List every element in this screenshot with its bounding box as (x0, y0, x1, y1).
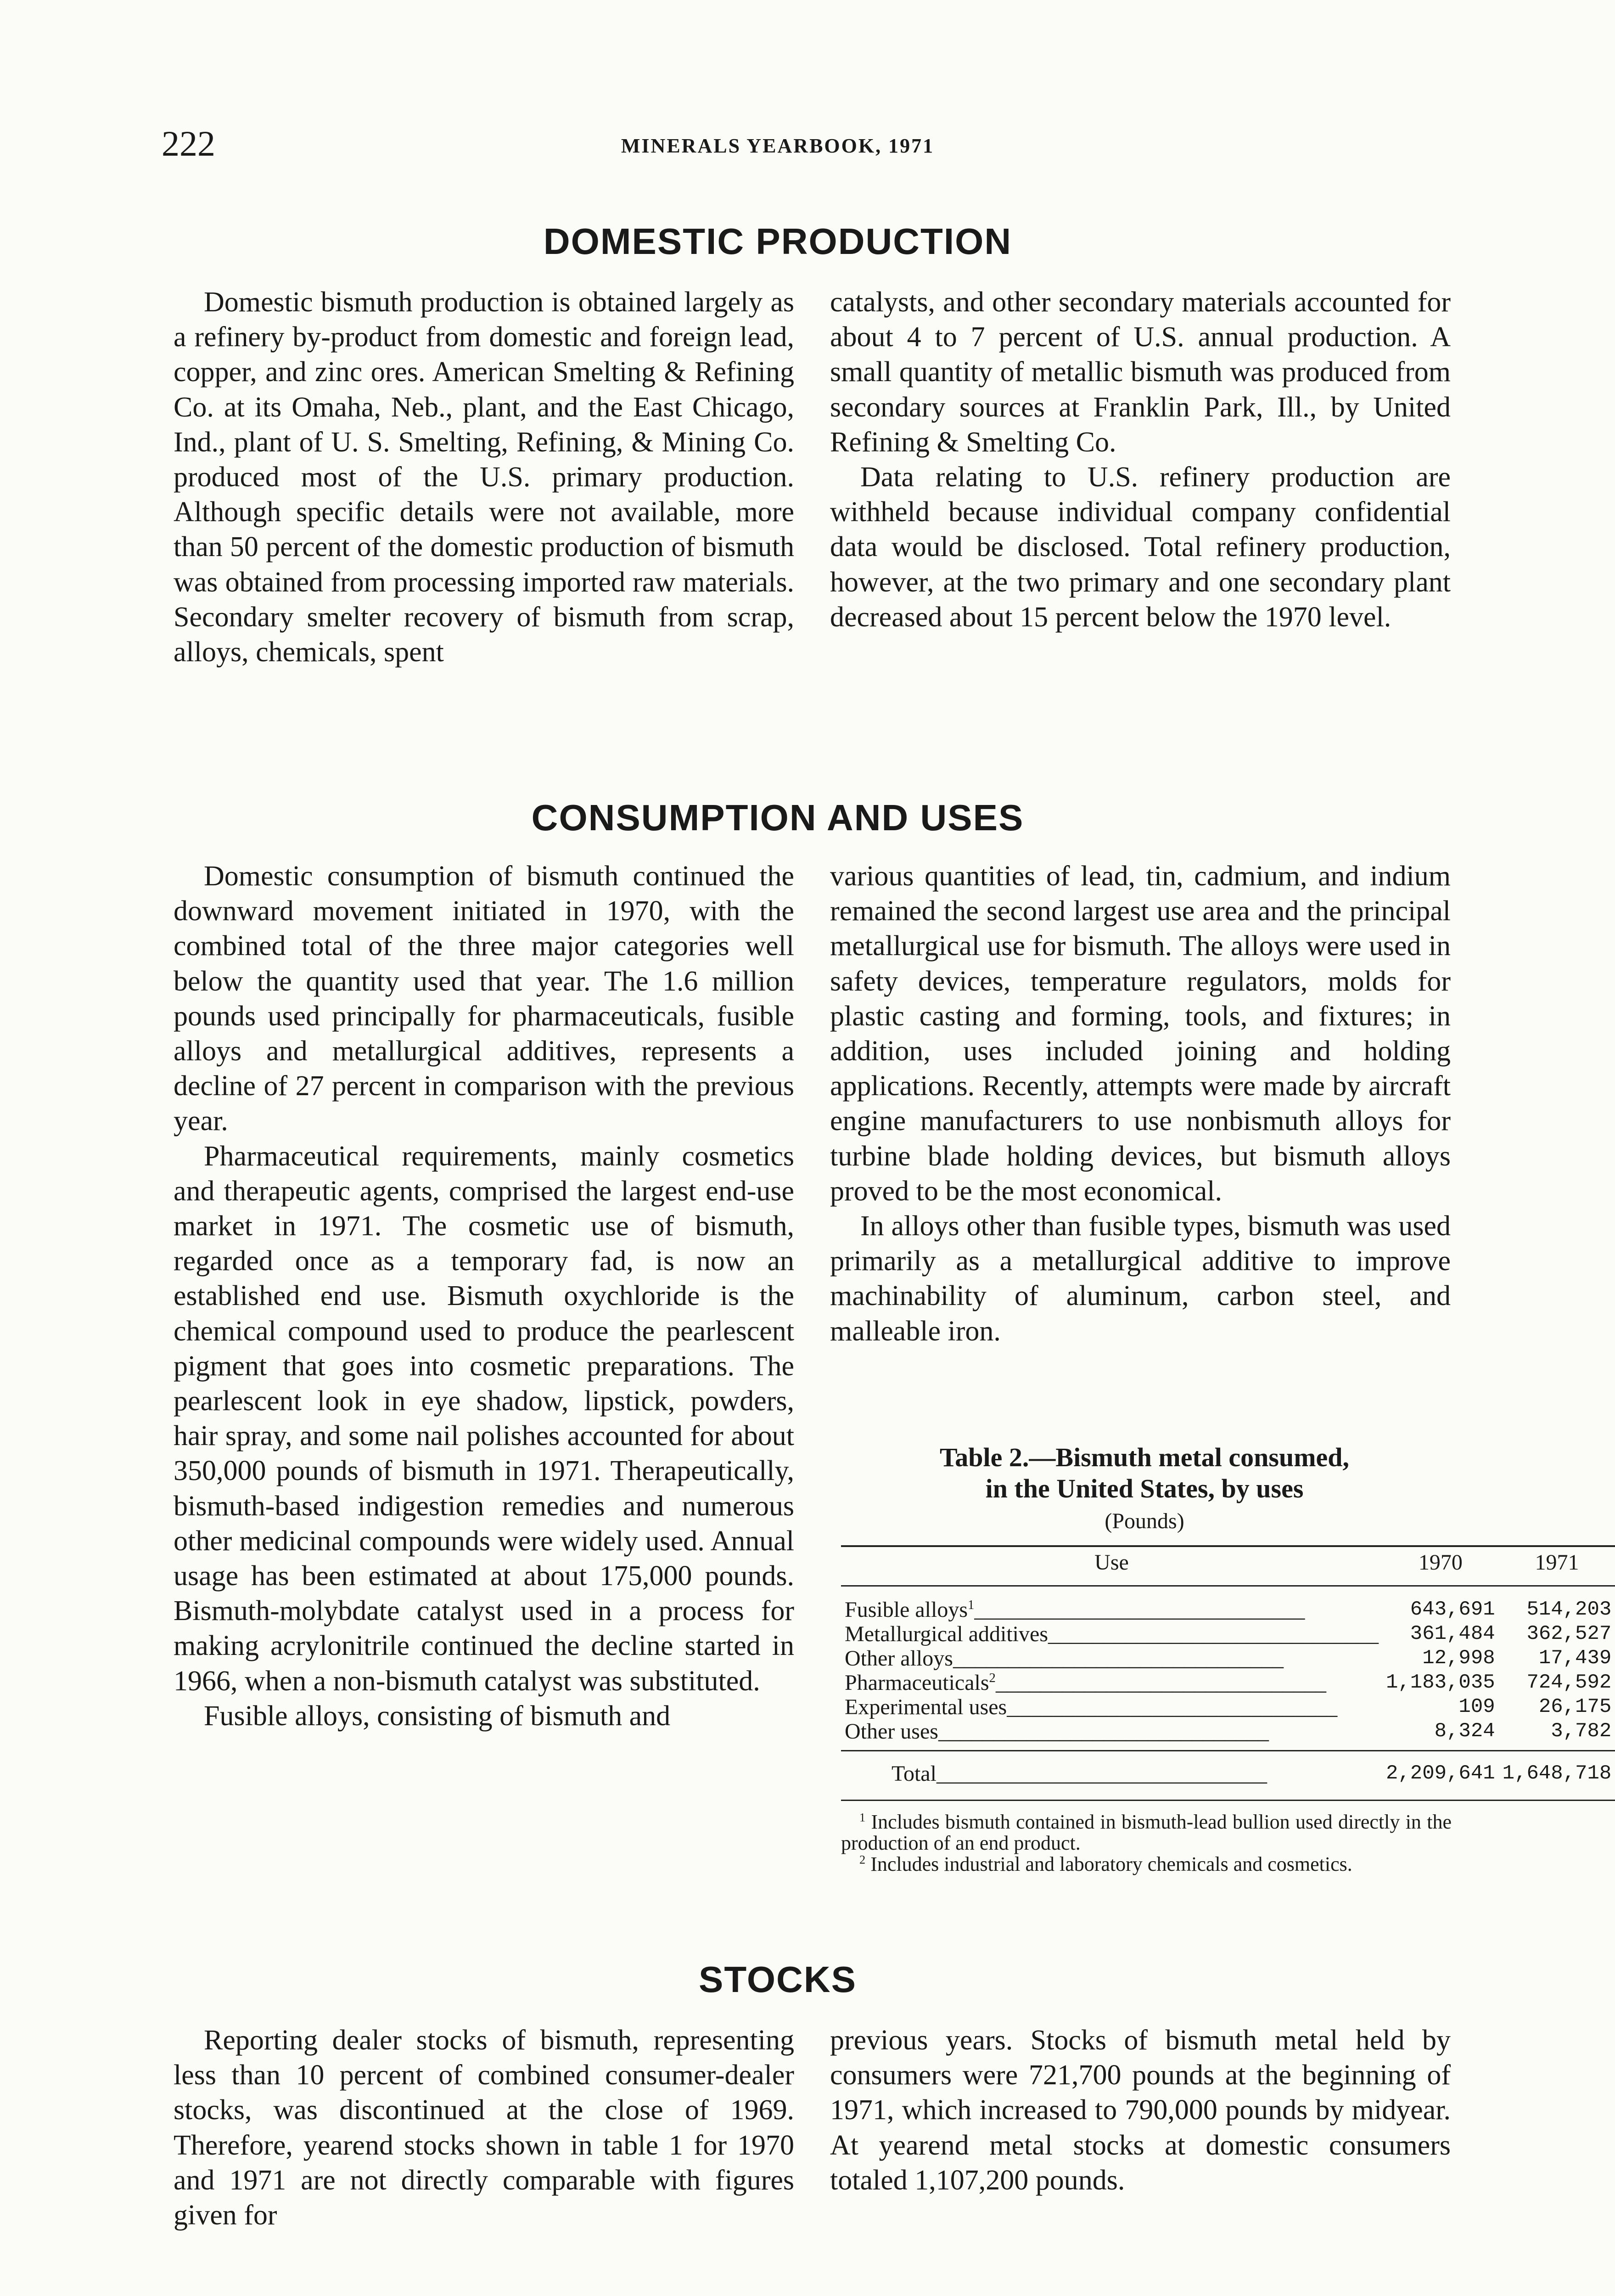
domestic-production-right-column (830, 285, 1451, 635)
table-row (841, 1719, 1615, 1751)
stocks-left-column (174, 2023, 794, 2233)
bismuth-consumption-table (841, 1545, 1615, 1801)
row-value-1971: 362,527 (1526, 1622, 1612, 1645)
row-value-1970: 109 (1458, 1695, 1495, 1718)
row-use: Metallurgical additives______________________________ (845, 1622, 1379, 1646)
table-footnotes (841, 1812, 1452, 1875)
row-value-1971: 724,592 (1526, 1671, 1612, 1694)
paragraph: Reporting dealer stocks of bismuth, representing less than 10 percent of combined consumer-dealer stocks, was discontinued at the close of 1969. Therefore, yearend stocks shown in table 1 for 1970 and 1971 are not directly comparable with figures given for (174, 2025, 794, 2231)
paragraph: catalysts, and other secondary materials accounted for about 4 to 7 percent of U.S. annual production. A small quantity of metallic bismuth was produced from secondary sources at Franklin Park, Ill., by United Refining & Smelting Co. (830, 287, 1451, 458)
table-row (841, 1622, 1615, 1646)
table-title-line: in the United States, by uses (985, 1474, 1304, 1503)
total-label: Total______________________________ (841, 1751, 1382, 1801)
paragraph: Pharmaceutical requirements, mainly cosmetics and therapeutic agents, comprised the largest end-use market in 1971. The cosmetic use of bismuth, regarded once as a temporary fad, is now an established end use. Bismuth oxychloride is the chemical compound used to produce the pearlescent pigment that goes into cosmetic preparations. The pearlescent look in eye shadow, lipstick, powders, hair spray, and some nail polishes accounted for about 350,000 pounds of bismuth in 1971. Therapeutically, bismuth-based indigestion remedies and numerous other medicinal compounds were widely used. Annual usage has been estimated at about 175,000 pounds. Bismuth-molybdate catalyst used in a process for making acrylonitrile continued the decline started in 1966, when a non-bismuth catalyst was substituted. (174, 1140, 794, 1697)
table-total-row (841, 1751, 1615, 1801)
paragraph: Data relating to U.S. refinery production are withheld because individual company confidential data would be disclosed. Total refinery production, however, at the two primary and one secondary plant decreased about 15 percent below the 1970 level. (830, 461, 1451, 633)
table-unit: (Pounds) (1105, 1509, 1184, 1533)
row-value-1970: 1,183,035 (1386, 1671, 1495, 1694)
paragraph: Domestic bismuth production is obtained largely as a refinery by-product from domestic and foreign lead, copper, and zinc ores. American Smelting & Refining Co. at its Omaha, Neb., plant, and the East Chicago, Ind., plant of U. S. Smelting, Refining, & Mining Co. produced most of the U.S. primary production. Although specific details were not available, more than 50 percent of the domestic production of bismuth was obtained from processing imported raw materials. Secondary smelter recovery of bismuth from scrap, alloys, chemicals, spent (174, 287, 794, 668)
paragraph: previous years. Stocks of bismuth metal held by consumers were 721,700 pounds at the beginning of 1971, which increased to 790,000 pounds by midyear. At yearend metal stocks at domestic consumers totaled 1,107,200 pounds. (830, 2025, 1451, 2196)
running-title: MINERALS YEARBOOK, 1971 (621, 135, 935, 157)
row-value-1970: 8,324 (1434, 1720, 1495, 1743)
paragraph: Domestic consumption of bismuth continued the downward movement initiated in 1970, with the combined total of the three major categories well below the quantity used that year. The 1.6 million pounds used principally for pharmaceuticals, fusible alloys and metallurgical additives, represents a decline of 27 percent in comparison with the previous year. (174, 861, 794, 1137)
table-row (841, 1646, 1615, 1671)
row-use: Other alloys______________________________ (845, 1646, 1284, 1671)
footnote: $^1$ Includes bismuth contained in bismuth-lead bullion used directly in the production of an end product. (841, 1810, 1452, 1854)
heading-consumption-and-uses: CONSUMPTION AND USES (531, 797, 1024, 838)
row-use: Pharmaceuticals$^2$______________________________ (845, 1671, 1326, 1695)
table-title (839, 1442, 1450, 1504)
row-value-1971: 26,175 (1538, 1695, 1612, 1718)
column-header-1971: 1971 (1499, 1546, 1615, 1586)
row-use: Other uses______________________________ (845, 1719, 1269, 1744)
table-header-row (841, 1546, 1615, 1586)
table-title-line: Table 2.—Bismuth metal consumed, (939, 1442, 1350, 1472)
row-value-1971: 514,203 (1526, 1598, 1612, 1621)
paragraph: In alloys other than fusible types, bismuth was used primarily as a metallurgical additive to improve machinability of aluminum, carbon steel, and malleable iron. (830, 1210, 1451, 1347)
row-value-1971: 17,439 (1538, 1647, 1612, 1670)
page-number: 222 (162, 124, 215, 163)
row-value-1970: 12,998 (1422, 1647, 1495, 1670)
consumption-left-column (174, 859, 794, 1733)
total-1970: 2,209,641 (1382, 1751, 1499, 1801)
stocks-right-column (830, 2023, 1451, 2198)
row-use: Experimental uses______________________________ (845, 1695, 1338, 1719)
row-value-1971: 3,782 (1551, 1720, 1612, 1743)
row-use: Fusible alloys$^1$______________________________ (845, 1598, 1305, 1622)
row-value-1970: 361,484 (1410, 1622, 1495, 1645)
table-row (841, 1671, 1615, 1695)
column-header-use: Use (841, 1546, 1382, 1586)
consumption-right-column (830, 859, 1451, 1349)
paragraph: various quantities of lead, tin, cadmium, and indium remained the second largest use area and the principal metallurgical use for bismuth. The alloys were used in safety devices, temperature regulators, molds for plastic casting and forming, tools, and fixtures; in addition, uses included joining and holding applications. Recently, attempts were made by aircraft engine manufacturers to use nonbismuth alloys for turbine blade holding devices, but bismuth alloys proved to be the most economical. (830, 861, 1451, 1207)
row-value-1970: 643,691 (1410, 1598, 1495, 1621)
heading-domestic-production: DOMESTIC PRODUCTION (543, 221, 1012, 262)
table-row (841, 1695, 1615, 1719)
paragraph: Fusible alloys, consisting of bismuth and (204, 1700, 671, 1732)
footnote: $^2$ Includes industrial and laboratory chemicals and cosmetics. (859, 1852, 1352, 1875)
heading-stocks: STOCKS (699, 1959, 857, 2000)
total-1971: 1,648,718 (1499, 1751, 1615, 1801)
column-header-1970: 1970 (1382, 1546, 1499, 1586)
domestic-production-left-column (174, 285, 794, 670)
table-row (841, 1586, 1615, 1622)
